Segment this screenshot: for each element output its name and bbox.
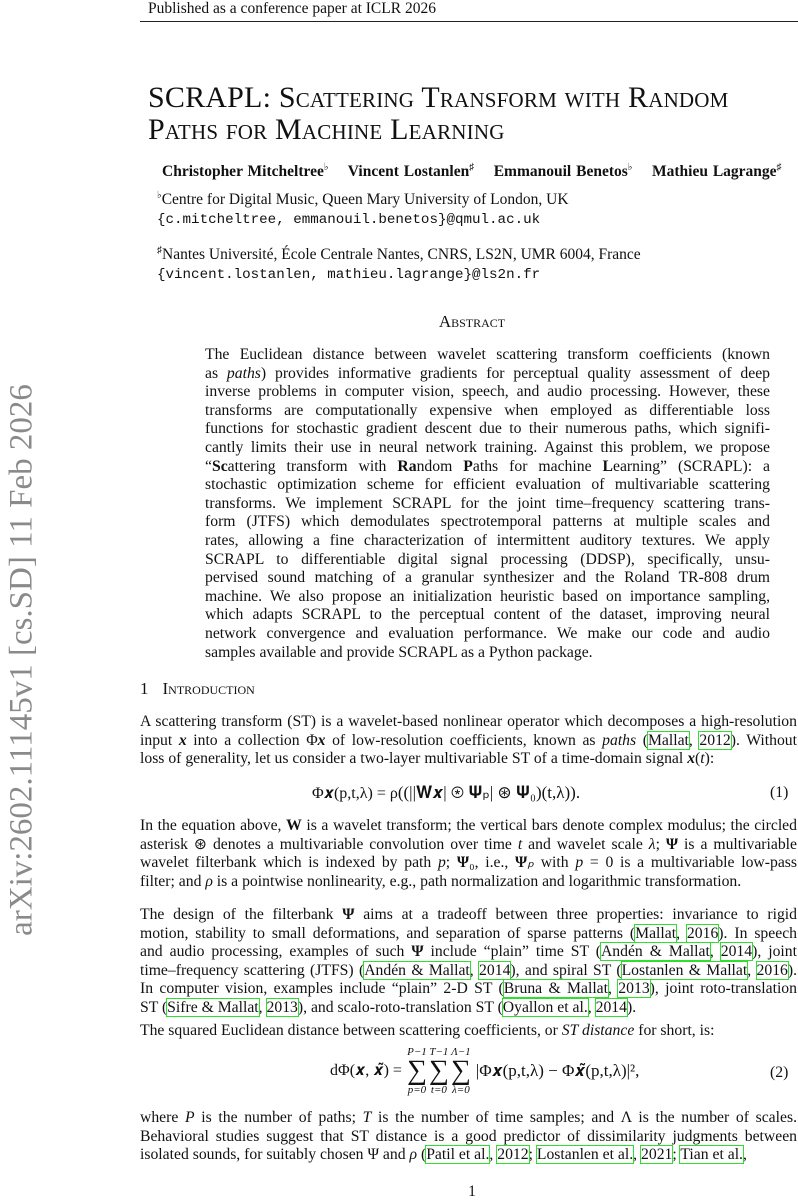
affiliation-mark: ♭ <box>627 162 633 173</box>
affiliation-name: Centre for Digital Music, Queen Mary University of London, UK <box>161 191 569 209</box>
author-list <box>162 162 782 181</box>
affiliation-mark: ♯ <box>157 245 162 256</box>
author-name: Mathieu Lagrange <box>652 163 777 181</box>
citation-link[interactable]: 2021 <box>641 1146 673 1164</box>
text-line: form (JTFS) which demodulates spectrotemporal patterns at multiple scales and <box>205 513 770 531</box>
citation-link[interactable]: 2013 <box>266 998 298 1016</box>
text-line: wavelet filterbank which is indexed by path p; Ψ₀, i.e., Ψₚ with p = 0 is a multivariable low-pass <box>140 854 797 872</box>
math-symbol: x <box>687 750 696 768</box>
equation-body: |Φ𝒙(p,t,λ) − Φ𝒙̃(p,t,λ)|², <box>475 1061 640 1080</box>
italic-text: ST distance <box>561 1022 635 1039</box>
paper-title <box>148 82 729 146</box>
sum-upper-limit: T−1 <box>429 1046 449 1058</box>
bold-text: Sc <box>211 457 228 475</box>
text-line: In computer vision, examples include “plain” 2-D ST (Bruna & Mallat, 2013), joint roto-translation <box>140 980 797 998</box>
italic-text: T <box>362 1109 372 1126</box>
text-line: where P is the number of paths; T is the number of time samples; and Λ is the number of scales. <box>140 1109 797 1126</box>
citation-link[interactable]: Mallat <box>647 731 689 749</box>
bold-text: Ra <box>397 457 417 475</box>
running-header: Published as a conference paper at ICLR 2026 <box>148 0 436 17</box>
text-line: cantly limits their use in neural network training. Against this problem, we propose <box>205 438 770 456</box>
paragraph-intro-1 <box>140 713 797 769</box>
text-line: machine. We also propose an initialization heuristic based on importance sampling, <box>205 587 770 605</box>
text-line: stochastic optimization scheme for efficient evaluation of multivariable scattering <box>205 476 770 494</box>
sum-over-paths <box>407 1046 427 1096</box>
sum-upper-limit: P−1 <box>407 1046 427 1058</box>
affiliation-2 <box>157 245 641 264</box>
bold-text: P <box>463 457 473 475</box>
sigma-symbol: ∑ <box>450 1055 471 1086</box>
section-number: 1 <box>140 679 149 698</box>
author-name: Emmanouil Benetos <box>493 163 628 181</box>
text-line: The squared Euclidean distance between scattering coefficients, or ST distance for short, is: <box>140 1022 715 1039</box>
equation-2 <box>330 1046 639 1096</box>
affiliation-mark: ♯ <box>469 162 475 173</box>
author <box>162 163 329 180</box>
sum-lower-limit: t=0 <box>430 1084 447 1096</box>
italic-text: ₚ <box>527 854 534 872</box>
author-name: Vincent Lostanlen <box>347 163 470 181</box>
text-line: and audio processing, examples of such Ψ include “plain” time ST (Andén & Mallat, 2014), joint <box>140 943 797 961</box>
header-rule <box>140 21 798 22</box>
equation-lhs: dΦ(𝒙, 𝒙̃) = <box>330 1062 402 1079</box>
text-line: rates, allowing a fine characterization of intermittent auditory textures. We apply <box>205 531 770 549</box>
paragraph-intro-5 <box>140 1109 797 1165</box>
affiliation-name: Nantes Université, École Centrale Nantes, CNRS, LS2N, UMR 6004, France <box>162 246 641 264</box>
italic-text: ρ <box>205 872 213 890</box>
text-line: filter; and ρ is a pointwise nonlinearity, e.g., path normalization and logarithmic transformation. <box>140 872 742 890</box>
bold-text: Ψ <box>411 943 424 961</box>
affiliation-mark: ♯ <box>776 162 782 173</box>
text-line: asterisk ⊛ denotes a multivariable convolution over time t and wavelet scale λ; Ψ is a multivariable <box>140 835 798 853</box>
text-line: isolated sounds, for suitably chosen Ψ and ρ (Patil et al., 2012; Lostanlen et al., 2021; Tian et al., <box>140 1146 747 1164</box>
citation-link[interactable]: Sifre & Mallat <box>167 998 259 1016</box>
citation-link[interactable]: Andén & Mallat <box>364 961 470 979</box>
text-line: functions for stochastic gradient descent due to their numerous paths, which signifi- <box>205 420 770 438</box>
citation-link[interactable]: 2014 <box>595 998 627 1016</box>
equation-lhs: Φ𝒙(p,t,λ) = ρ <box>312 785 398 802</box>
affiliation-mark: ♭ <box>323 162 329 173</box>
title-line-2: Paths for Machine Learning <box>148 113 505 146</box>
bold-text: Ψ <box>665 835 679 853</box>
text-line: ST (Sifre & Mallat, 2013), and scalo-roto-translation ST (Oyallon et al., 2014). <box>140 998 637 1016</box>
citation-link[interactable]: Lostanlen et al. <box>536 1146 634 1164</box>
text-line: time–frequency scattering (JTFS) (Andén & Mallat, 2014), and spiral ST (Lostanlen & Mallat, 2016). <box>140 961 798 979</box>
equation-1-number: (1) <box>770 784 789 801</box>
title-line-1: SCRAPL: Scattering Transform with Random <box>148 81 729 114</box>
italic-text: ρ <box>409 1146 418 1164</box>
affiliation-1-emails: {c.mitcheltree, emmanouil.benetos}@qmul.ac.uk <box>157 212 541 228</box>
citation-link[interactable]: 2012 <box>497 1146 529 1164</box>
text-line: SCRAPL to differentiable digital signal processing (DDSP), specifically, unsu- <box>205 550 770 568</box>
equation-rhs: ((||𝐖𝒙| ⊛ 𝚿ₚ| ⊛ 𝚿₀)(t,λ)). <box>397 783 581 802</box>
text-line: transforms are computationally expensive when employed as differentiable loss <box>205 401 770 419</box>
author <box>348 163 474 180</box>
paragraph-intro-2 <box>140 817 797 891</box>
text-line: The design of the filterbank Ψ aims at a tradeoff between three properties: invariance to rigid <box>140 906 797 923</box>
section-heading <box>140 679 255 699</box>
text-line: Behavioral studies suggest that ST distance is a good predictor of dissimilarity judgments between <box>140 1127 797 1145</box>
italic-text: p <box>437 854 446 872</box>
citation-link[interactable]: Mallat <box>635 924 677 942</box>
text-line: input x into a collection Φx of low-resolution coefficients, known as paths (Mallat, 2012). Without <box>140 731 797 749</box>
text-line: loss of generality, let us consider a two-layer multivariable ST of a time-domain signal x(t): <box>140 750 715 768</box>
citation-link[interactable]: 2014 <box>720 943 753 961</box>
text-line: samples available and provide SCRAPL as a Python package. <box>205 643 593 661</box>
italic-text: P <box>184 1109 195 1126</box>
bold-text: Ψ <box>456 854 470 872</box>
citation-link[interactable]: 2016 <box>756 961 788 979</box>
italic-text: paths <box>602 731 637 749</box>
affiliation-mark: ♭ <box>157 190 162 201</box>
text-line: network convergence and evaluation performance. We make our code and audio <box>205 624 770 642</box>
equation-2-number: (2) <box>770 1064 789 1081</box>
author <box>652 163 782 180</box>
citation-link[interactable]: 2012 <box>699 731 731 749</box>
affiliation-1 <box>157 190 569 209</box>
text-line: A scattering transform (ST) is a wavelet-based nonlinear operator which decomposes a high-resolution <box>140 713 797 730</box>
italic-text: p <box>575 854 584 872</box>
italic-text: t <box>517 835 523 853</box>
text-line: pervised sound matching of a granular synthesizer and the Roland TR-808 drum <box>205 569 770 587</box>
equation-1 <box>312 783 580 803</box>
sum-over-time <box>429 1046 449 1096</box>
sum-lower-limit: p=0 <box>407 1084 427 1096</box>
sum-upper-limit: Λ−1 <box>451 1046 471 1058</box>
text-line: In the equation above, W is a wavelet transform; the vertical bars denote complex modulus; the circled <box>140 817 797 834</box>
sigma-symbol: ∑ <box>406 1055 427 1086</box>
text-line: The Euclidean distance between wavelet scattering transform coefficients (known <box>205 346 770 363</box>
sigma-symbol: ∑ <box>428 1055 449 1086</box>
paragraph-intro-4 <box>140 1022 797 1041</box>
citation-link[interactable]: Oyallon et al. <box>502 998 588 1016</box>
citation-link[interactable]: 2016 <box>686 924 719 942</box>
text-line: motion, stability to small deformations, and separation of sparse patterns (Mallat, 2016). In speech <box>140 924 798 942</box>
text-line: transforms. We implement SCRAPL for the joint time–frequency scattering trans- <box>205 494 770 512</box>
sum-lower-limit: λ=0 <box>452 1084 470 1096</box>
math-symbol: x <box>317 731 326 749</box>
text-line: inverse problems in computer vision, speech, and audio processing. However, these <box>205 383 770 401</box>
citation-link[interactable]: Tian et al. <box>680 1146 743 1164</box>
citation-link[interactable]: Andén & Mallat <box>600 943 710 961</box>
paragraph-intro-3 <box>140 906 797 1018</box>
text-line: which adapts SCRAPL to the perceptual content of the dataset, improving neural <box>205 606 770 624</box>
bold-text: L <box>602 457 613 475</box>
citation-link[interactable]: Patil et al. <box>426 1146 490 1164</box>
math-symbol: x <box>178 731 187 749</box>
abstract-heading: Abstract <box>438 312 506 331</box>
citation-link[interactable]: 2014 <box>479 961 511 979</box>
citation-link[interactable]: Lostanlen & Mallat <box>621 961 748 979</box>
italic-text: λ <box>648 835 656 853</box>
author-name: Christopher Mitcheltree <box>162 163 324 181</box>
arxiv-stamp: arXiv:2602.11145v1 [cs.SD] 11 Feb 2026 <box>3 384 40 936</box>
text-line: “Scattering transform with Random Paths for machine Learning” (SCRAPL): a <box>205 457 771 475</box>
citation-link[interactable]: 2013 <box>618 980 650 998</box>
page-number: 1 <box>468 1183 476 1200</box>
abstract-body <box>205 346 770 662</box>
bold-text: W <box>286 817 302 834</box>
bold-text: Ψ <box>515 854 528 872</box>
sum-over-scales <box>451 1046 471 1096</box>
italic-text: paths <box>226 364 261 382</box>
citation-link[interactable]: Bruna & Mallat <box>503 980 608 998</box>
text-line: as paths) provides informative gradients for perceptual quality assessment of deep <box>205 364 771 382</box>
author <box>494 163 633 180</box>
section-title: Introduction <box>162 679 255 698</box>
italic-text: t <box>700 750 705 768</box>
bold-text: Ψ <box>342 906 355 923</box>
affiliation-2-emails: {vincent.lostanlen, mathieu.lagrange}@ls2n.fr <box>157 267 541 283</box>
